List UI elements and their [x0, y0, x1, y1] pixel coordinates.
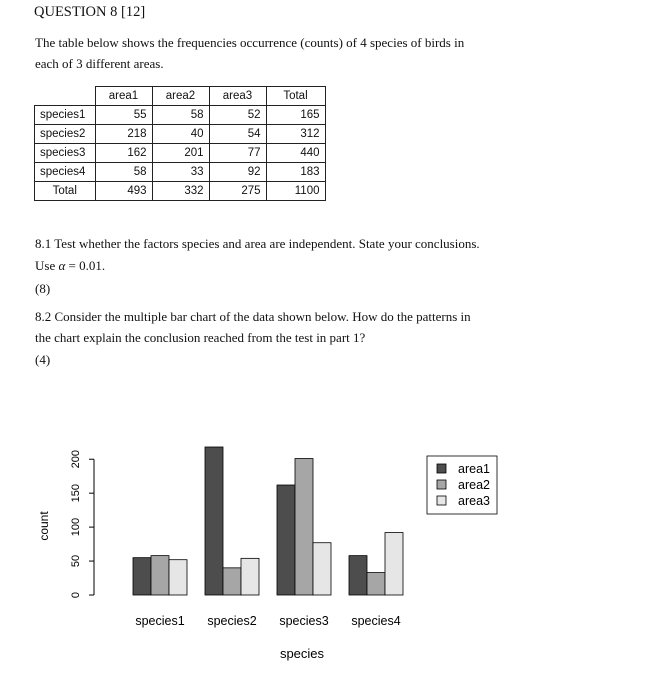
frequency-table [34, 86, 326, 201]
y-axis [70, 450, 94, 598]
table-cell: 218 [95, 125, 152, 144]
legend-swatch [437, 496, 446, 505]
bar-species3-area2 [295, 459, 313, 595]
bar-chart [0, 420, 648, 680]
y-tick-label: 0 [70, 591, 82, 599]
table-header: area1 [95, 87, 152, 106]
table-header-row [35, 87, 326, 106]
bar-species4-area3 [385, 533, 403, 595]
table-cell: 165 [266, 106, 325, 125]
category-label: species4 [351, 614, 401, 628]
table-cell: 40 [152, 125, 209, 144]
row-label: Total [35, 182, 96, 201]
alpha-value: = 0.01. [65, 258, 106, 273]
use-text: Use [35, 258, 59, 273]
question-8-1: 8.1 Test whether the factors species and area are independent. State your conclusions. [35, 236, 480, 251]
table-row [35, 125, 326, 144]
legend-swatch [437, 464, 446, 473]
table-cell: 440 [266, 144, 325, 163]
table-cell: 58 [95, 163, 152, 182]
question-heading: QUESTION 8 [12] [34, 4, 146, 20]
table-total-row [35, 182, 326, 201]
bar-species4-area2 [367, 573, 385, 595]
table-cell: 183 [266, 163, 325, 182]
bar-species2-area1 [205, 447, 223, 595]
bar-species3-area1 [277, 485, 295, 595]
question-8-2-line-1: 8.2 Consider the multiple bar chart of the data shown below. How do the patterns in [35, 309, 471, 324]
bar-species2-area3 [241, 558, 259, 595]
table-cell: 55 [95, 106, 152, 125]
bar-species2-area2 [223, 568, 241, 595]
y-tick-label: 200 [70, 450, 82, 469]
row-label: species4 [35, 163, 96, 182]
category-label: species1 [135, 614, 185, 628]
x-axis-label: species [279, 646, 325, 661]
question-8-2-marks: (4) [35, 352, 51, 367]
table-cell: 77 [209, 144, 266, 163]
bars [133, 447, 403, 595]
bar-species3-area3 [313, 543, 331, 595]
legend [427, 456, 497, 514]
legend-swatch [437, 480, 446, 489]
table-cell: 58 [152, 106, 209, 125]
table-header: area2 [152, 87, 209, 106]
table-row [35, 144, 326, 163]
y-axis-label: count [37, 511, 51, 541]
legend-label: area2 [458, 478, 490, 492]
table-row [35, 163, 326, 182]
category-label: species3 [279, 614, 329, 628]
alpha-symbol: α [58, 258, 66, 273]
table-cell: 52 [209, 106, 266, 125]
table-cell: 92 [209, 163, 266, 182]
legend-label: area1 [458, 462, 490, 476]
table-header: Total [266, 87, 325, 106]
row-label: species1 [35, 106, 96, 125]
y-tick-label: 50 [70, 554, 82, 568]
row-label: species3 [35, 144, 96, 163]
table-header: area3 [209, 87, 266, 106]
intro-line-1: The table below shows the frequencies occurrence (counts) of 4 species of birds in [35, 35, 465, 50]
table-cell: 332 [152, 182, 209, 201]
y-tick-label: 100 [70, 517, 82, 537]
table-cell: 33 [152, 163, 209, 182]
question-8-1-alpha-line [35, 258, 105, 274]
intro-line-2: each of 3 different areas. [35, 56, 164, 71]
y-tick-label: 150 [70, 483, 82, 503]
table-row [35, 106, 326, 125]
table-cell: 275 [209, 182, 266, 201]
bar-species4-area1 [349, 556, 367, 595]
table-cell: 201 [152, 144, 209, 163]
bar-species1-area3 [169, 560, 187, 595]
category-labels [135, 614, 400, 628]
row-label: species2 [35, 125, 96, 144]
table-cell: 493 [95, 182, 152, 201]
legend-label: area3 [458, 494, 490, 508]
bar-species1-area1 [133, 558, 151, 595]
category-label: species2 [207, 614, 257, 628]
table-cell: 162 [95, 144, 152, 163]
bar-species1-area2 [151, 556, 169, 595]
question-8-2-line-2: the chart explain the conclusion reached from the test in part 1? [35, 330, 366, 345]
question-8-1-marks: (8) [35, 281, 51, 296]
table-corner [35, 87, 96, 106]
table-cell: 1100 [266, 182, 325, 201]
table-cell: 54 [209, 125, 266, 144]
table-cell: 312 [266, 125, 325, 144]
